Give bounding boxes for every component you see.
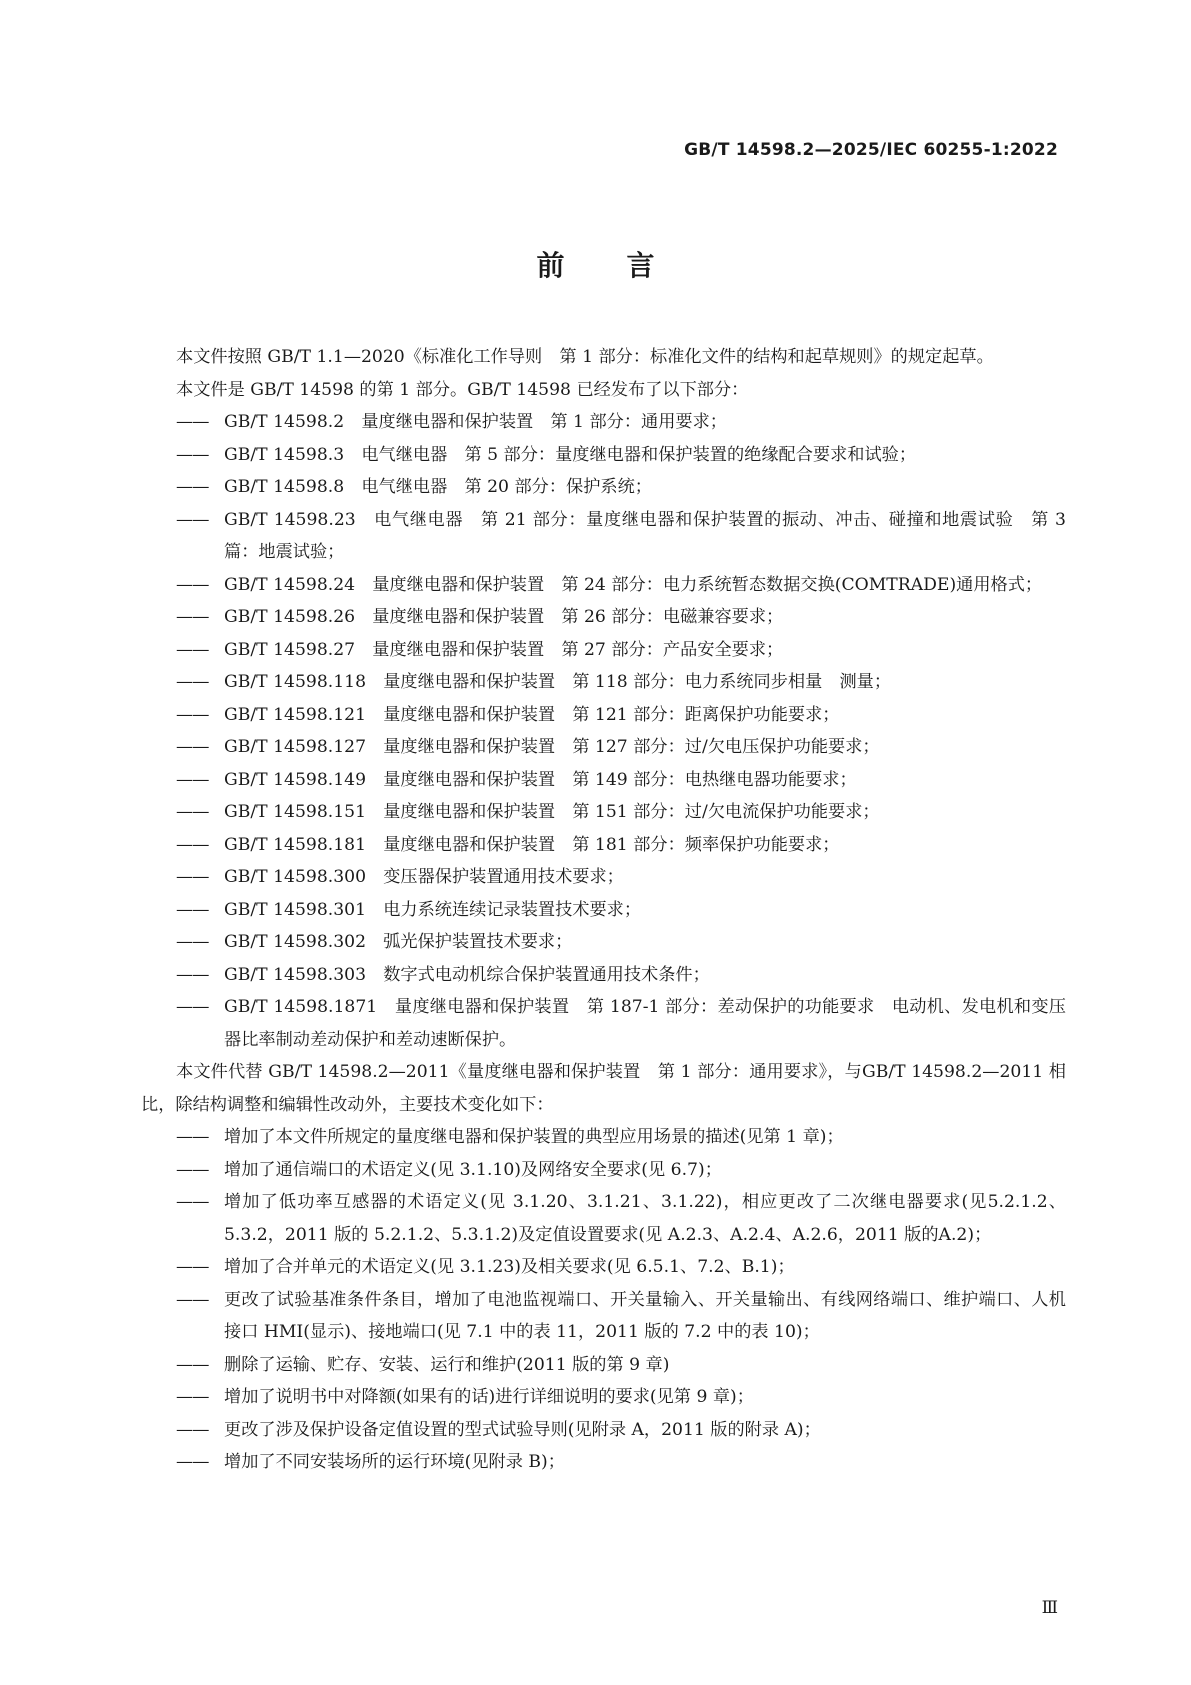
list-item (141, 894, 1066, 927)
list-item-text: 删除了运输、贮存、安装、运行和维护(2011 版的第 9 章) (224, 1354, 670, 1375)
list-item (141, 1381, 1066, 1414)
list-item-text: 增加了说明书中对降额(如果有的话)进行详细说明的要求(见第 9 章)； (224, 1387, 754, 1407)
list-item-text: GB/T 14598.27 量度继电器和保护装置 第 27 部分：产品安全要求； (224, 639, 784, 660)
dash: —— (176, 1159, 209, 1180)
page-number: Ⅲ (1041, 1598, 1058, 1618)
list-item-text: 增加了合并单元的术语定义(见 3.1.23)及相关要求(见 6.5.1、7.2、B.1)； (224, 1257, 795, 1277)
list-item-text: GB/T 14598.149 量度继电器和保护装置 第 149 部分：电热继电器功能要求； (224, 769, 857, 790)
intro-paragraph: 本文件按照 GB/T 1.1—2020《标准化工作导则 第 1 部分：标准化文件的结构和起草规则》的规定起草。 (176, 347, 994, 367)
list-item-text: GB/T 14598.127 量度继电器和保护装置 第 127 部分：过/欠电压保护功能要求； (224, 737, 880, 757)
dash: —— (176, 802, 209, 822)
dash: —— (176, 444, 209, 465)
list-item (141, 1349, 1066, 1382)
list-item (141, 1186, 1066, 1251)
intro-paragraph: 本文件是 GB/T 14598 的第 1 部分。GB/T 14598 已经发布了以下部分： (176, 379, 749, 400)
list-item-text: GB/T 14598.8 电气继电器 第 20 部分：保护系统； (224, 477, 652, 497)
list-item (141, 1284, 1066, 1349)
dash: —— (176, 1387, 209, 1407)
dash: —— (176, 477, 209, 497)
dash: —— (176, 867, 209, 887)
dash: —— (176, 1257, 209, 1277)
replace-paragraph: 本文件代替 GB/T 14598.2—2011《量度继电器和保护装置 第 1 部分：通用要求》，与GB/T 14598.2—2011 相比，除结构调整和编辑性改动外，主要技术变化如下： (141, 1062, 1066, 1115)
list-item-text: GB/T 14598.24 量度继电器和保护装置 第 24 部分：电力系统暂态数据交换(COMTRADE)通用格式； (224, 574, 1043, 595)
list-item-text: 更改了试验基准条件条目，增加了电池监视端口、开关量输入、开关量输出、有线网络端口、维护端口、人机接口 HMI(显示)、接地端口(见 7.1 中的表 11，2011 版的 7.2 中的表 10)； (224, 1289, 1066, 1342)
list-item (141, 796, 1066, 829)
list-item-text: GB/T 14598.121 量度继电器和保护装置 第 121 部分：距离保护功能要求； (224, 704, 840, 725)
parts-list (141, 406, 1066, 1056)
list-item (141, 406, 1066, 439)
list-item (141, 1446, 1066, 1479)
list-item-text: GB/T 14598.3 电气继电器 第 5 部分：量度继电器和保护装置的绝缘配合要求和试验； (224, 444, 917, 465)
document-body (141, 341, 1066, 1479)
list-item-text: 增加了本文件所规定的量度继电器和保护装置的典型应用场景的描述(见第 1 章)； (224, 1127, 844, 1147)
list-item-text: GB/T 14598.302 弧光保护装置技术要求； (224, 932, 573, 952)
list-item (141, 959, 1066, 992)
list-item (141, 699, 1066, 732)
list-item (141, 439, 1066, 472)
dash: —— (176, 607, 209, 627)
list-item-text: 增加了低功率互感器的术语定义(见 3.1.20、3.1.21、3.1.22)，相应更改了二次继电器要求(见5.2.1.2、5.3.2，2011 版的 5.2.1.2、5.3.1.2)及定值设置要求(见 A.2.3、A.2.4、A.2.6，2011 版的A.2)； (224, 1192, 1066, 1245)
dash: —— (176, 1354, 209, 1375)
list-item (141, 569, 1066, 602)
list-item (141, 861, 1066, 894)
list-item (141, 1414, 1066, 1447)
dash: —— (176, 672, 209, 692)
dash: —— (176, 1419, 209, 1440)
list-item-text: GB/T 14598.303 数字式电动机综合保护装置通用技术条件； (224, 964, 710, 985)
list-item (141, 829, 1066, 862)
list-item (141, 471, 1066, 504)
list-item (141, 926, 1066, 959)
list-item-text: GB/T 14598.181 量度继电器和保护装置 第 181 部分：频率保护功能要求； (224, 834, 840, 855)
dash: —— (176, 997, 209, 1017)
list-item-text: GB/T 14598.300 变压器保护装置通用技术要求； (224, 867, 624, 887)
dash: —— (176, 737, 209, 757)
list-item (141, 1154, 1066, 1187)
list-item (141, 764, 1066, 797)
list-item (141, 991, 1066, 1056)
dash: —— (176, 574, 209, 595)
list-item (141, 601, 1066, 634)
dash: —— (176, 1127, 209, 1147)
standard-code-header: GB/T 14598.2—2025/IEC 60255-1:2022 (684, 140, 1058, 160)
page-title: 前言 (536, 249, 717, 282)
list-item-text: GB/T 14598.118 量度继电器和保护装置 第 118 部分：电力系统同步相量 测量； (224, 672, 892, 692)
dash: —— (176, 509, 209, 530)
dash: —— (176, 1452, 209, 1472)
list-item-text: GB/T 14598.301 电力系统连续记录装置技术要求； (224, 899, 642, 920)
dash: —— (176, 769, 209, 790)
dash: —— (176, 834, 209, 855)
list-item (141, 731, 1066, 764)
list-item-text: GB/T 14598.1871 量度继电器和保护装置 第 187-1 部分：差动保护的功能要求 电动机、发电机和变压器比率制动差动保护和差动速断保护。 (224, 997, 1066, 1050)
list-item-text: GB/T 14598.2 量度继电器和保护装置 第 1 部分：通用要求； (224, 412, 727, 432)
dash: —— (176, 704, 209, 725)
list-item (141, 634, 1066, 667)
list-item-text: GB/T 14598.151 量度继电器和保护装置 第 151 部分：过/欠电流保护功能要求； (224, 802, 880, 822)
list-item-text: GB/T 14598.26 量度继电器和保护装置 第 26 部分：电磁兼容要求； (224, 607, 784, 627)
list-item (141, 504, 1066, 569)
list-item (141, 1251, 1066, 1284)
list-item-text: 增加了通信端口的术语定义(见 3.1.10)及网络安全要求(见 6.7)； (224, 1159, 722, 1180)
list-item-text: GB/T 14598.23 电气继电器 第 21 部分：量度继电器和保护装置的振动、冲击、碰撞和地震试验 第 3 篇：地震试验； (224, 509, 1066, 562)
dash: —— (176, 639, 209, 660)
dash: —— (176, 1192, 209, 1212)
list-item (141, 1121, 1066, 1154)
dash: —— (176, 899, 209, 920)
list-item (141, 666, 1066, 699)
list-item-text: 增加了不同安装场所的运行环境(见附录 B)； (224, 1452, 565, 1472)
list-item-text: 更改了涉及保护设备定值设置的型式试验导则(见附录 A，2011 版的附录 A)； (224, 1419, 821, 1440)
dash: —— (176, 932, 209, 952)
dash: —— (176, 1289, 209, 1310)
changes-list (141, 1121, 1066, 1479)
dash: —— (176, 964, 209, 985)
dash: —— (176, 412, 209, 432)
